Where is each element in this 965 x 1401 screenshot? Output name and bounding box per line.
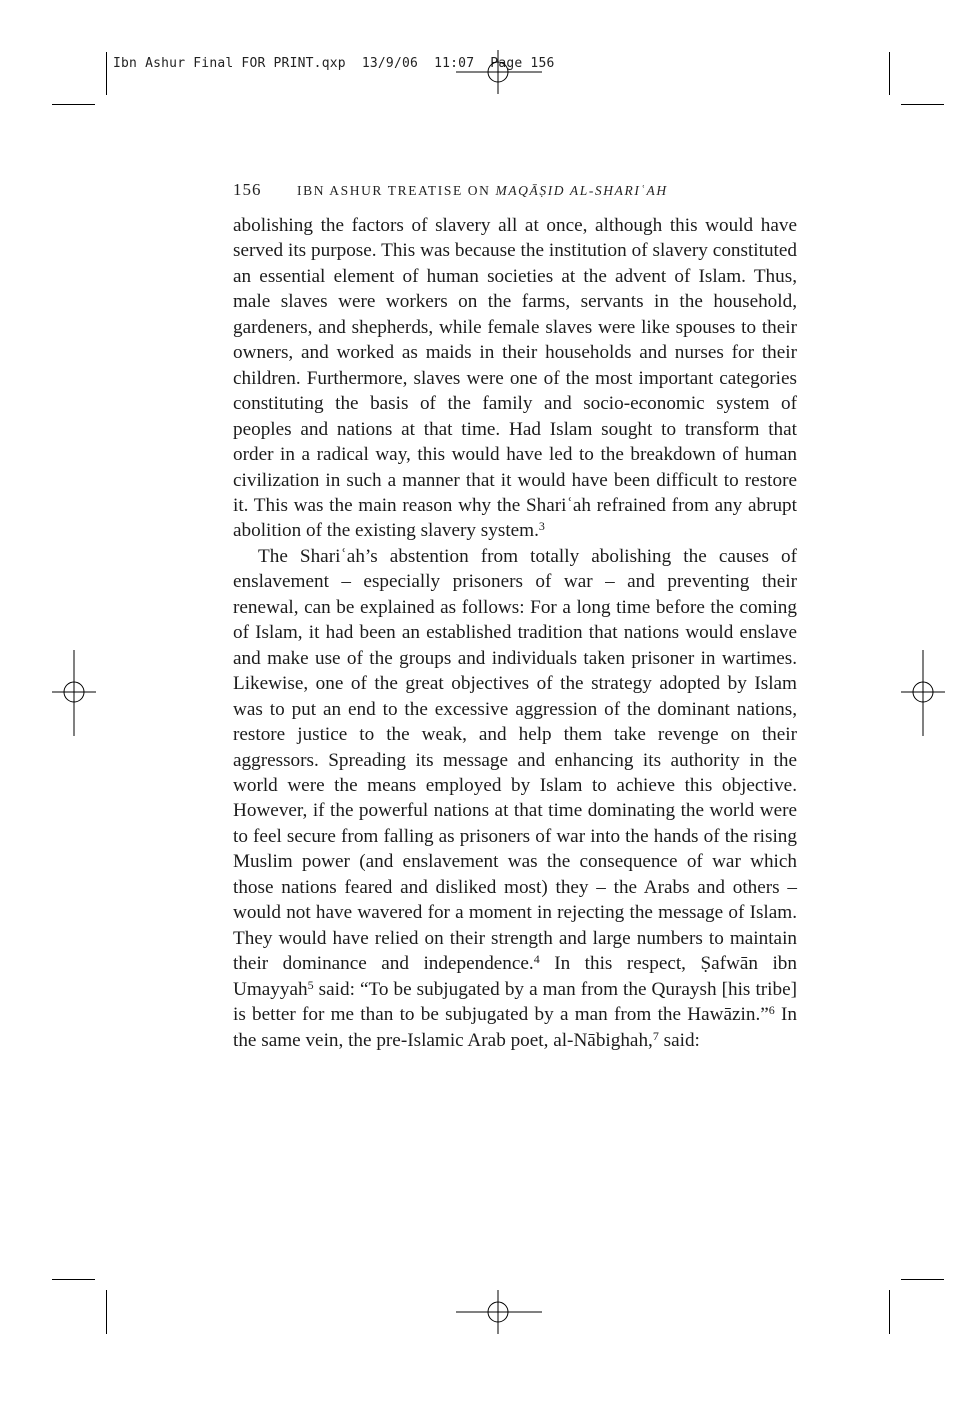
slug-filename: Ibn Ashur Final FOR PRINT.qxp <box>113 56 346 71</box>
registration-mark-bottom <box>456 1290 542 1334</box>
crop-mark-tl-horizontal <box>52 104 95 105</box>
paragraph-2-text-4: In the same vein, the pre-Islamic Arab poet, al-Nābighah, <box>233 1004 798 1051</box>
paragraph-2-text-2: In this respect, Ṣafwān ibn Umayyah <box>233 953 797 1000</box>
paragraph-2-text-1: The Shariʿah’s abstention from totally abolishing the causes of enslavement – especially prisoners of war – and preventing their renewal, can be explained as follows: For a long time before the coming of Islam, it had been an established tradition that nations would enslave and make use of the groups and individuals taken prisoner in wartimes. Likewise, one of the great objectives of the strategy adopted by Islam was to put an end to the excessive aggression of the dominant nations, restore justice to the weak, and help them take revenge on their aggressors. Spreading its message and enhancing its authority in the world were the means employed by Islam to achieve this objective. However, if the powerful nations at that time dominating the world were to feel secure from falling as prisoners of war into the hands of the rising Muslim power (and enslavement was the consequence of war which those nations feared and disliked most) they – the Arabs and others – would not have wavered for a moment in rejecting the message of Islam. They would have relied on their strength and large numbers to maintain their dominance and independence. <box>233 545 797 975</box>
crop-mark-bl-vertical <box>106 1290 107 1334</box>
registration-mark-right <box>901 650 945 736</box>
registration-mark-top <box>456 50 542 94</box>
slug-time: 11:07 <box>434 56 475 71</box>
footnote-ref-6: 6 <box>768 1003 775 1018</box>
running-head <box>233 180 797 200</box>
crop-mark-tl-vertical <box>106 52 107 95</box>
running-head-title-italic: MAQĀṢID AL-SHARIʿAH <box>495 183 668 198</box>
page-number: 156 <box>233 180 262 199</box>
paragraph-1 <box>233 213 797 544</box>
footnote-ref-4: 4 <box>533 952 540 967</box>
crop-mark-tr-horizontal <box>901 104 944 105</box>
paragraph-2-text-5: said: <box>658 1029 700 1051</box>
crop-mark-br-vertical <box>889 1290 890 1334</box>
footnote-ref-3: 3 <box>538 519 545 534</box>
body-text <box>233 213 797 1053</box>
footnote-ref-7: 7 <box>652 1028 659 1043</box>
running-head-title: IBN ASHUR TREATISE ON <box>297 183 496 198</box>
crop-mark-tr-vertical <box>889 52 890 95</box>
paragraph-2-text-3: said: “To be subjugated by a man from the Quraysh [his tribe] is better for me than to be subjugated by a man from the Hawāzin.” <box>233 978 797 1026</box>
slug-date: 13/9/06 <box>361 56 419 71</box>
registration-mark-left <box>52 650 96 736</box>
crop-mark-br-horizontal <box>901 1279 944 1280</box>
slug-page-label: Page 156 <box>490 56 555 71</box>
footnote-ref-5: 5 <box>307 977 314 992</box>
paragraph-1-text: abolishing the factors of slavery all at once, although this would have served its purpose. This was because the institution of slavery constituted an essential element of human societies at the advent of Islam. Thus, male slaves were workers on the farms, servants in the household, gardeners, and shepherds, while female slaves were like spouses to their owners, and worked as maids in their households and nurses for their children. Furthermore, slaves were one of the most important categories constituting the basis of the family and socio-economic system of peoples and nations at that time. Had Islam sought to transform that order in a radical way, this would have led to the breakdown of human civilization in such a manner that it would have been difficult to restore it. This was the main reason why the Shariʿah refrained from any abrupt abolition of the existing slavery system. <box>233 215 797 542</box>
crop-mark-bl-horizontal <box>52 1279 95 1280</box>
paragraph-2 <box>233 544 797 1053</box>
